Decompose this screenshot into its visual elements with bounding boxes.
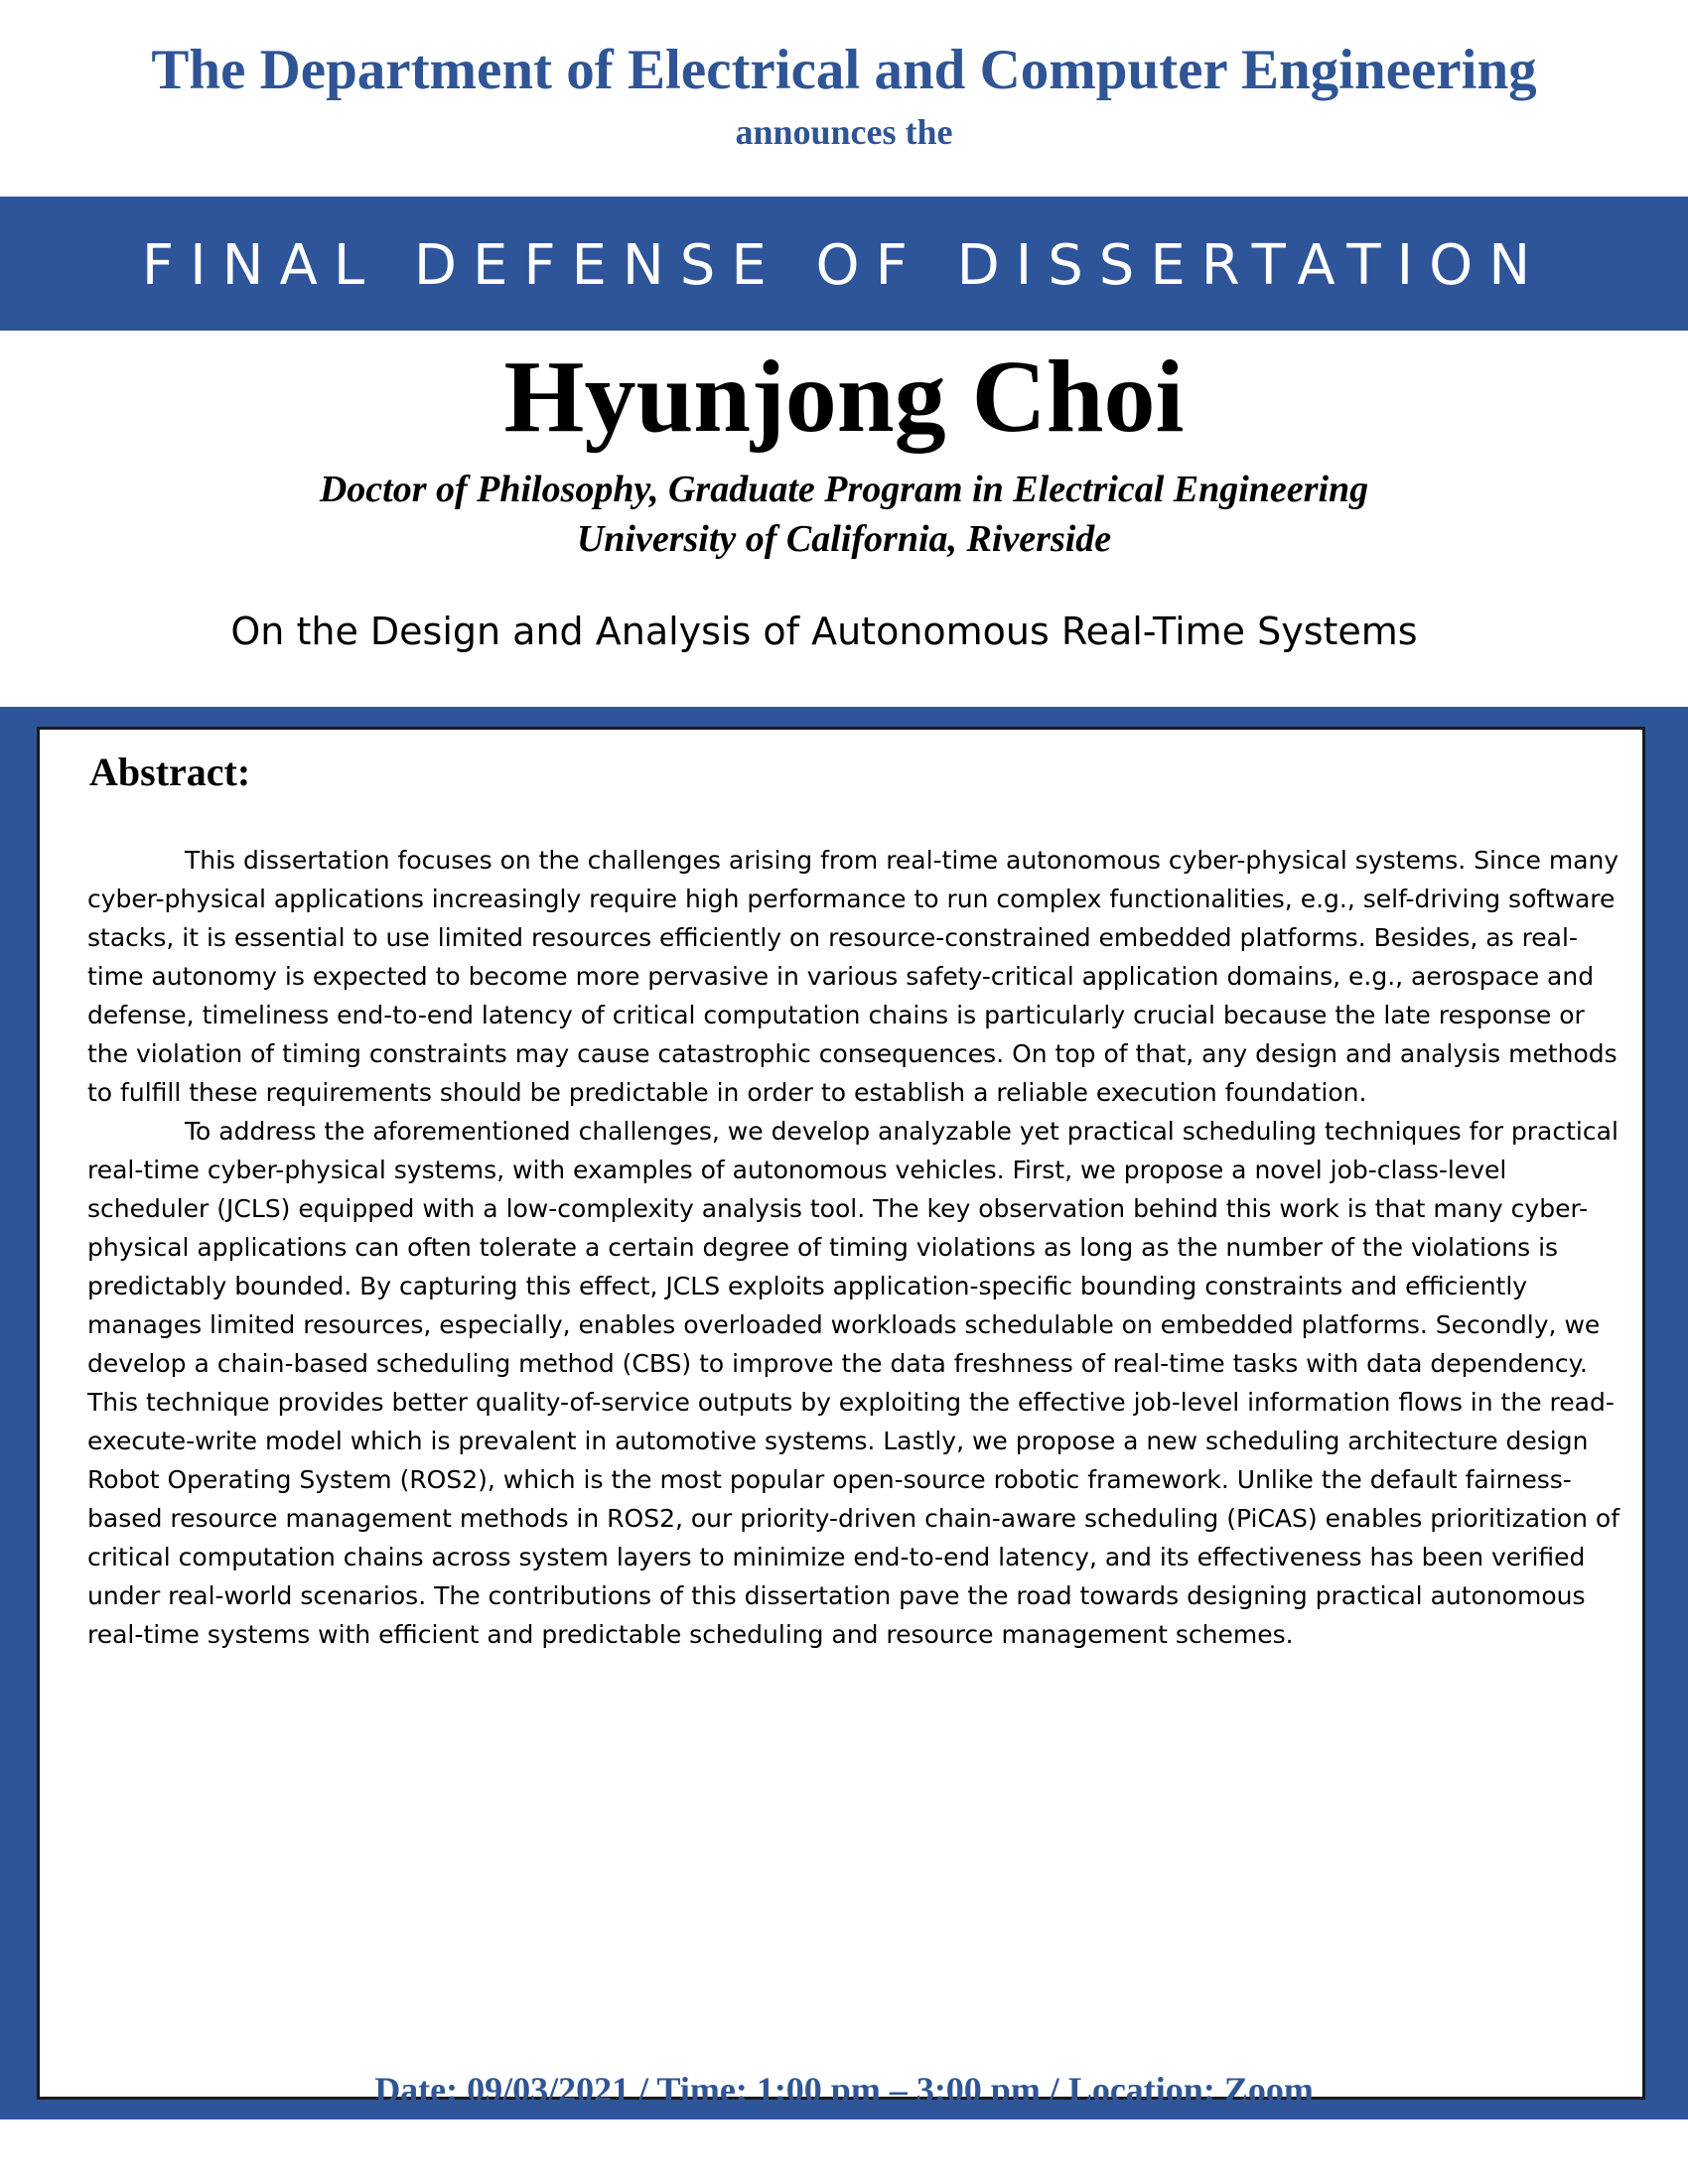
announces-line: announces the	[735, 112, 953, 152]
abstract-heading: Abstract:	[89, 750, 251, 794]
degree-program: Doctor of Philosophy, Graduate Program in Electrical Engineering	[319, 469, 1369, 510]
abstract-paragraph: To address the aforementioned challenges, we develop analyzable yet practical scheduling techniques for practical real-time cyber-physical systems, with examples of autonomous vehicles. First, we propose a novel job-class-level scheduler (JCLS) equipped with a low-complexity analysis tool. The key observation behind this work is that many cyber-physical applications can often tolerate a certain degree of timing violations as long as the number of the violations is predictably bounded. By capturing this effect, JCLS exploits application-specific bounding constraints and efficiently manages limited resources, especially, enables overloaded workloads schedulable on embedded platforms. Secondly, we develop a chain-based scheduling method (CBS) to improve the data freshness of real-time tasks with data dependency. This technique provides better quality-of-service outputs by exploiting the effective job-level information flows in the read-execute-write model which is prevalent in automotive systems. Lastly, we propose a new scheduling architecture design Robot Operating System (ROS2), which is the most popular open-source robotic framework. Unlike the default fairness-based resource management methods in ROS2, our priority-driven chain-aware scheduling (PiCAS) enables prioritization of critical computation chains across system layers to minimize end-to-end latency, and its effectiveness has been verified under real-world scenarios. The contributions of this dissertation pave the road towards designing practical autonomous real-time systems with efficient and predictable scheduling and resource management schemes.	[87, 1117, 1620, 1649]
university-name: University of California, Riverside	[576, 518, 1112, 560]
department-name: The Department of Electrical and Computer Engineering	[151, 39, 1537, 101]
dissertation-title: On the Design and Analysis of Autonomous Real-Time Systems	[230, 610, 1418, 653]
banner-title: FINAL DEFENSE OF DISSERTATION	[141, 233, 1547, 298]
abstract-body	[87, 841, 1621, 1654]
candidate-name: Hyunjong Choi	[503, 340, 1185, 454]
abstract-paragraph: This dissertation focuses on the challenges arising from real-time autonomous cyber-physical systems. Since many cyber-physical applications increasingly require high performance to run complex functionalities, e.g., self-driving software stacks, it is essential to use limited resources efficiently on resource-constrained embedded platforms. Besides, as real-time autonomy is expected to become more pervasive in various safety-critical application domains, e.g., aerospace and defense, timeliness end-to-end latency of critical computation chains is particularly crucial because the late response or the violation of timing constraints may cause catastrophic consequences. On top of that, any design and analysis methods to fulfill these requirements should be predictable in order to establish a reliable execution foundation.	[87, 846, 1619, 1107]
abstract-box	[37, 727, 1645, 2100]
event-details: Date: 09/03/2021 / Time: 1:00 pm – 3:00 pm / Location: Zoom	[374, 2070, 1314, 2110]
